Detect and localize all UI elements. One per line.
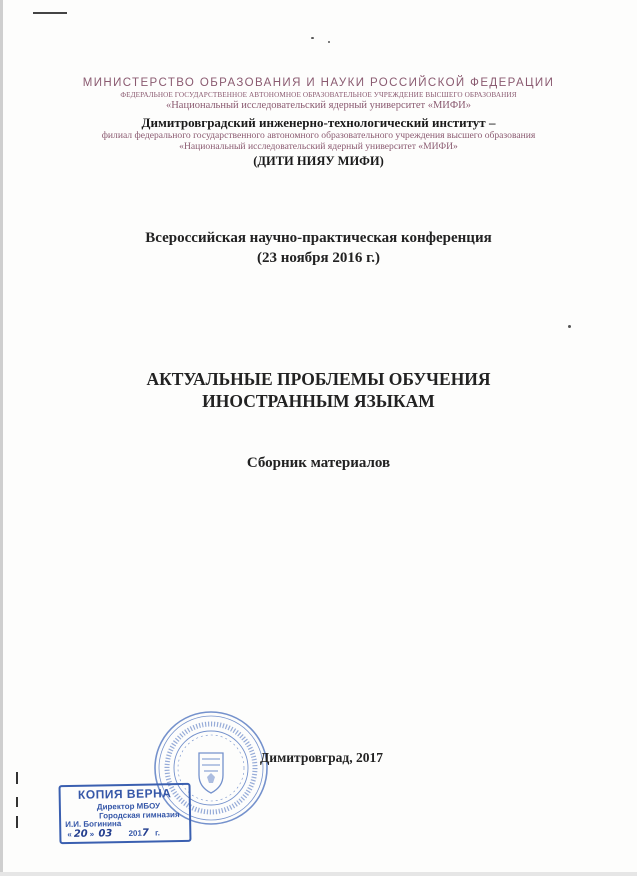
stamp-position: Директор МБОУ [96,801,161,812]
scan-mark-left [16,772,18,784]
scan-edge-bottom [0,872,637,876]
ministry-university: «Национальный исследовательский ядерный университет «МИФИ» [165,100,472,111]
branch-description: филиал федерального государственного автономного образовательного учреждения высшего образования [101,130,536,141]
copy-certified-stamp [58,783,191,844]
city-year: Димитровград, 2017 [260,750,384,765]
branch-university: «Национальный исследовательский ядерный университет «МИФИ» [179,141,458,152]
institute-name: Димитровградский инженерно-технологический институт – [141,115,496,130]
scan-speck [568,325,571,328]
stamp-month: 03 [98,828,113,840]
book-title-line-2: ИНОСТРАННЫМ ЯЗЫКАМ [202,391,435,411]
stamp-year-digit: 7 [141,827,149,839]
scan-mark-left [16,816,18,828]
scan-speck [328,41,330,43]
book-subtitle: Сборник материалов [246,455,391,471]
stamp-day: 20 [73,828,88,840]
scan-speck [311,37,314,39]
stamp-year-prefix: 201 [128,828,143,838]
ministry-subtitle: ФЕДЕРАЛЬНОЕ ГОСУДАРСТВЕННОЕ АВТОНОМНОЕ ОБРАЗОВАТЕЛЬНОЕ УЧРЕЖДЕНИЕ ВЫСШЕГО ОБРАЗОВАНИЯ [120,91,517,99]
scan-mark-top [33,12,67,14]
book-title-line-1: АКТУАЛЬНЫЕ ПРОБЛЕМЫ ОБУЧЕНИЯ [146,369,491,389]
stamp-organization: Городская гимназия [98,810,180,821]
stamp-year-suffix: г. [155,828,160,838]
conference-date: (23 ноября 2016 г.) [256,250,381,266]
ministry-name: МИНИСТЕРСТВО ОБРАЗОВАНИЯ И НАУКИ РОССИЙСКОЙ ФЕДЕРАЦИИ [82,77,555,89]
stamp-signatory: И.И. Богинина [65,819,122,830]
conference-name: Всероссийская научно-практическая конференция [145,230,492,246]
scan-mark-left [16,797,18,807]
stamp-title: КОПИЯ ВЕРНА [77,786,172,802]
institute-abbreviation: (ДИТИ НИЯУ МИФИ) [253,154,384,168]
stamp-date: « 20 » 03 2017 г. [67,827,160,840]
